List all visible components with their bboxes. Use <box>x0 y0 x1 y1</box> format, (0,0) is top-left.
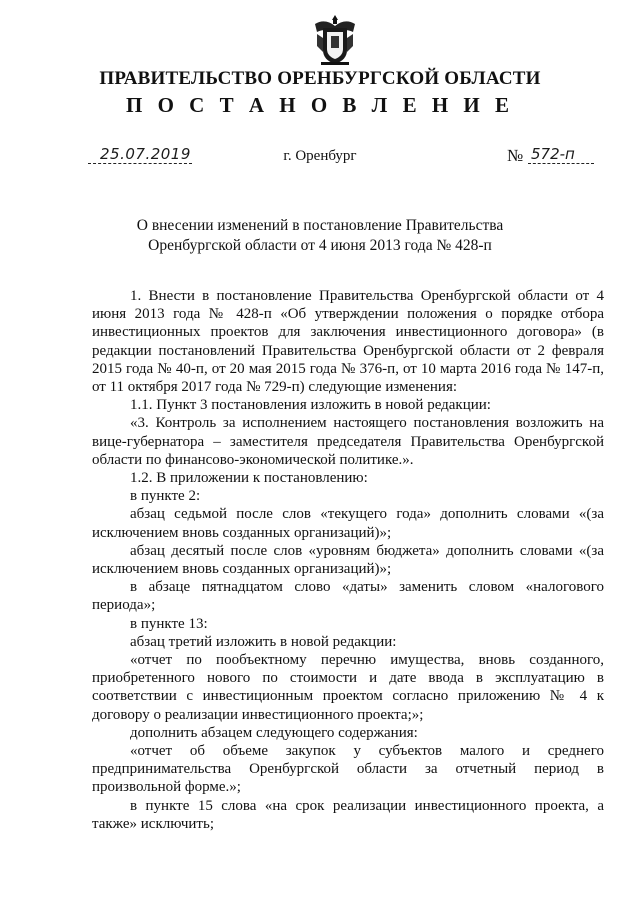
document-body <box>92 287 604 833</box>
paragraph-abzac-15: в абзаце пятнадцатом слово «даты» заменить словом «налогового периода»; <box>92 579 604 614</box>
document-subject <box>0 216 640 256</box>
document-city: г. Оренбург <box>283 148 357 164</box>
subject-line-1: О внесении изменений в постановление Правительства <box>136 217 504 234</box>
paragraph-item-2: в пункте 2: <box>130 488 201 505</box>
paragraph-item-15: в пункте 15 слова «на срок реализации инвестиционного проекта, а также» исключить; <box>92 797 604 832</box>
coat-of-arms-icon <box>311 12 359 68</box>
paragraph-abzac-10: абзац десятый после слов «уровням бюджета» дополнить словами «(за исключением вновь созданных организаций)»; <box>92 542 604 578</box>
paragraph-abzac-7: абзац седьмой после слов «текущего года» дополнить словами «(за исключением вновь созданных организаций)»; <box>92 506 604 541</box>
paragraph-add-abzac: дополнить абзацем следующего содержания: <box>130 724 418 741</box>
paragraph-1-1-text: «3. Контроль за исполнением настоящего постановления возложить на вице-губернатора – заместителя председателя Правительства Оренбургской области по финансово-экономической политике.». <box>92 415 604 468</box>
paragraph-1-2: 1.2. В приложении к постановлению: <box>130 470 368 487</box>
paragraph-report-purchases: «отчет об объеме закупок у субъектов малого и среднего предпринимательства Оренбургской области за отчетный период в произвольной форме.»; <box>92 743 604 796</box>
paragraph-report-property: «отчет по пообъектному перечню имущества, вновь созданного, приобретенного нового по стоимости и дате ввода в эксплуатацию в соответствии с инвестиционным проектом согласно приложению № 4 к договору о реализации инвестиционного проекта;»; <box>92 652 604 723</box>
paragraph-item-13: в пункте 13: <box>130 615 208 632</box>
organization-title: ПРАВИТЕЛЬСТВО ОРЕНБУРГСКОЙ ОБЛАСТИ <box>99 68 541 89</box>
number-underline <box>528 163 594 164</box>
document-date: 25.07.2019 <box>100 145 191 163</box>
subject-line-2: Оренбургской области от 4 июня 2013 года № 428-п <box>148 237 492 254</box>
paragraph-1: 1. Внести в постановление Правительства Оренбургской области от 4 июня 2013 года № 428-п «Об утверждении положения о порядке отбора инвестиционных проектов для заключения инвестиционного договора» (в редакции постановлений Правительства Оренбургской области от 2 февраля 2015 года № 40-п, от 20 мая 2015 года № 376-п, от 10 марта 2016 года № 147-п, от 11 октября 2017 года № 729-п) следующие изменения: <box>92 288 604 396</box>
paragraph-1-1: 1.1. Пункт 3 постановления изложить в новой редакции: <box>130 397 491 414</box>
number-label: № <box>507 146 524 165</box>
document-type: П О С Т А Н О В Л Е Н И Е <box>125 93 514 117</box>
paragraph-abzac-3: абзац третий изложить в новой редакции: <box>130 633 397 650</box>
document-number: 572-п <box>531 145 575 163</box>
